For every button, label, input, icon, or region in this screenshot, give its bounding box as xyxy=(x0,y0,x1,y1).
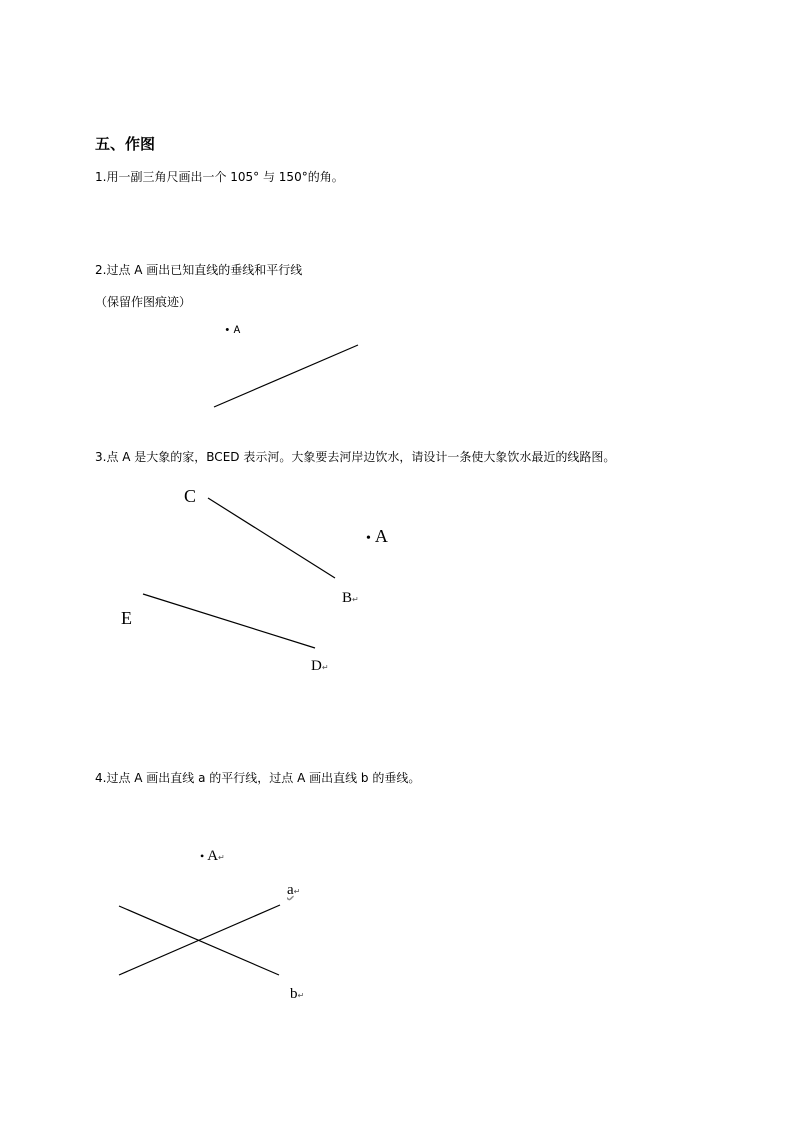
q3-label-e: E xyxy=(121,608,132,628)
point-dot: • xyxy=(224,325,231,337)
return-mark: ↵ xyxy=(293,887,301,896)
q3-riverbank-ed xyxy=(143,594,315,648)
q3-label-b-text: B xyxy=(342,590,353,606)
return-mark: ↵ xyxy=(297,991,305,1000)
question-2-note: （保留作图痕迹） xyxy=(95,295,192,309)
question-4-text: 4.过点 A 画出直线 a 的平行线，过点 A 画出直线 b 的垂线。 xyxy=(95,771,421,785)
point-dot: • xyxy=(366,531,371,546)
return-mark: ↵ xyxy=(352,595,359,604)
q4-label-a-point: A xyxy=(207,848,219,864)
question-1-text: 1.用一副三角尺画出一个 105° 与 150°的角。 xyxy=(95,170,344,184)
q3-label-a: A xyxy=(374,526,388,546)
q3-label-d-text: D xyxy=(311,658,322,674)
q4-line-b-text: b xyxy=(290,986,298,1002)
q2-point-label: A xyxy=(233,325,241,337)
q3-riverbank-cb xyxy=(208,498,335,578)
q3-label-c: C xyxy=(184,486,197,506)
question-3-text: 3.点 A 是大象的家，BCED 表示河。大象要去河岸边饮水，请设计一条使大象饮水最近的线路图。 xyxy=(95,450,616,464)
q4-line-a-text: a xyxy=(287,882,294,898)
point-dot: • xyxy=(200,849,205,863)
return-mark: ↵ xyxy=(321,663,329,672)
question-2-text: 2.过点 A 画出已知直线的垂线和平行线 xyxy=(95,263,303,277)
section-title: 五、作图 xyxy=(95,135,156,153)
return-mark: ↵ xyxy=(218,853,225,862)
q2-given-line xyxy=(214,345,358,407)
